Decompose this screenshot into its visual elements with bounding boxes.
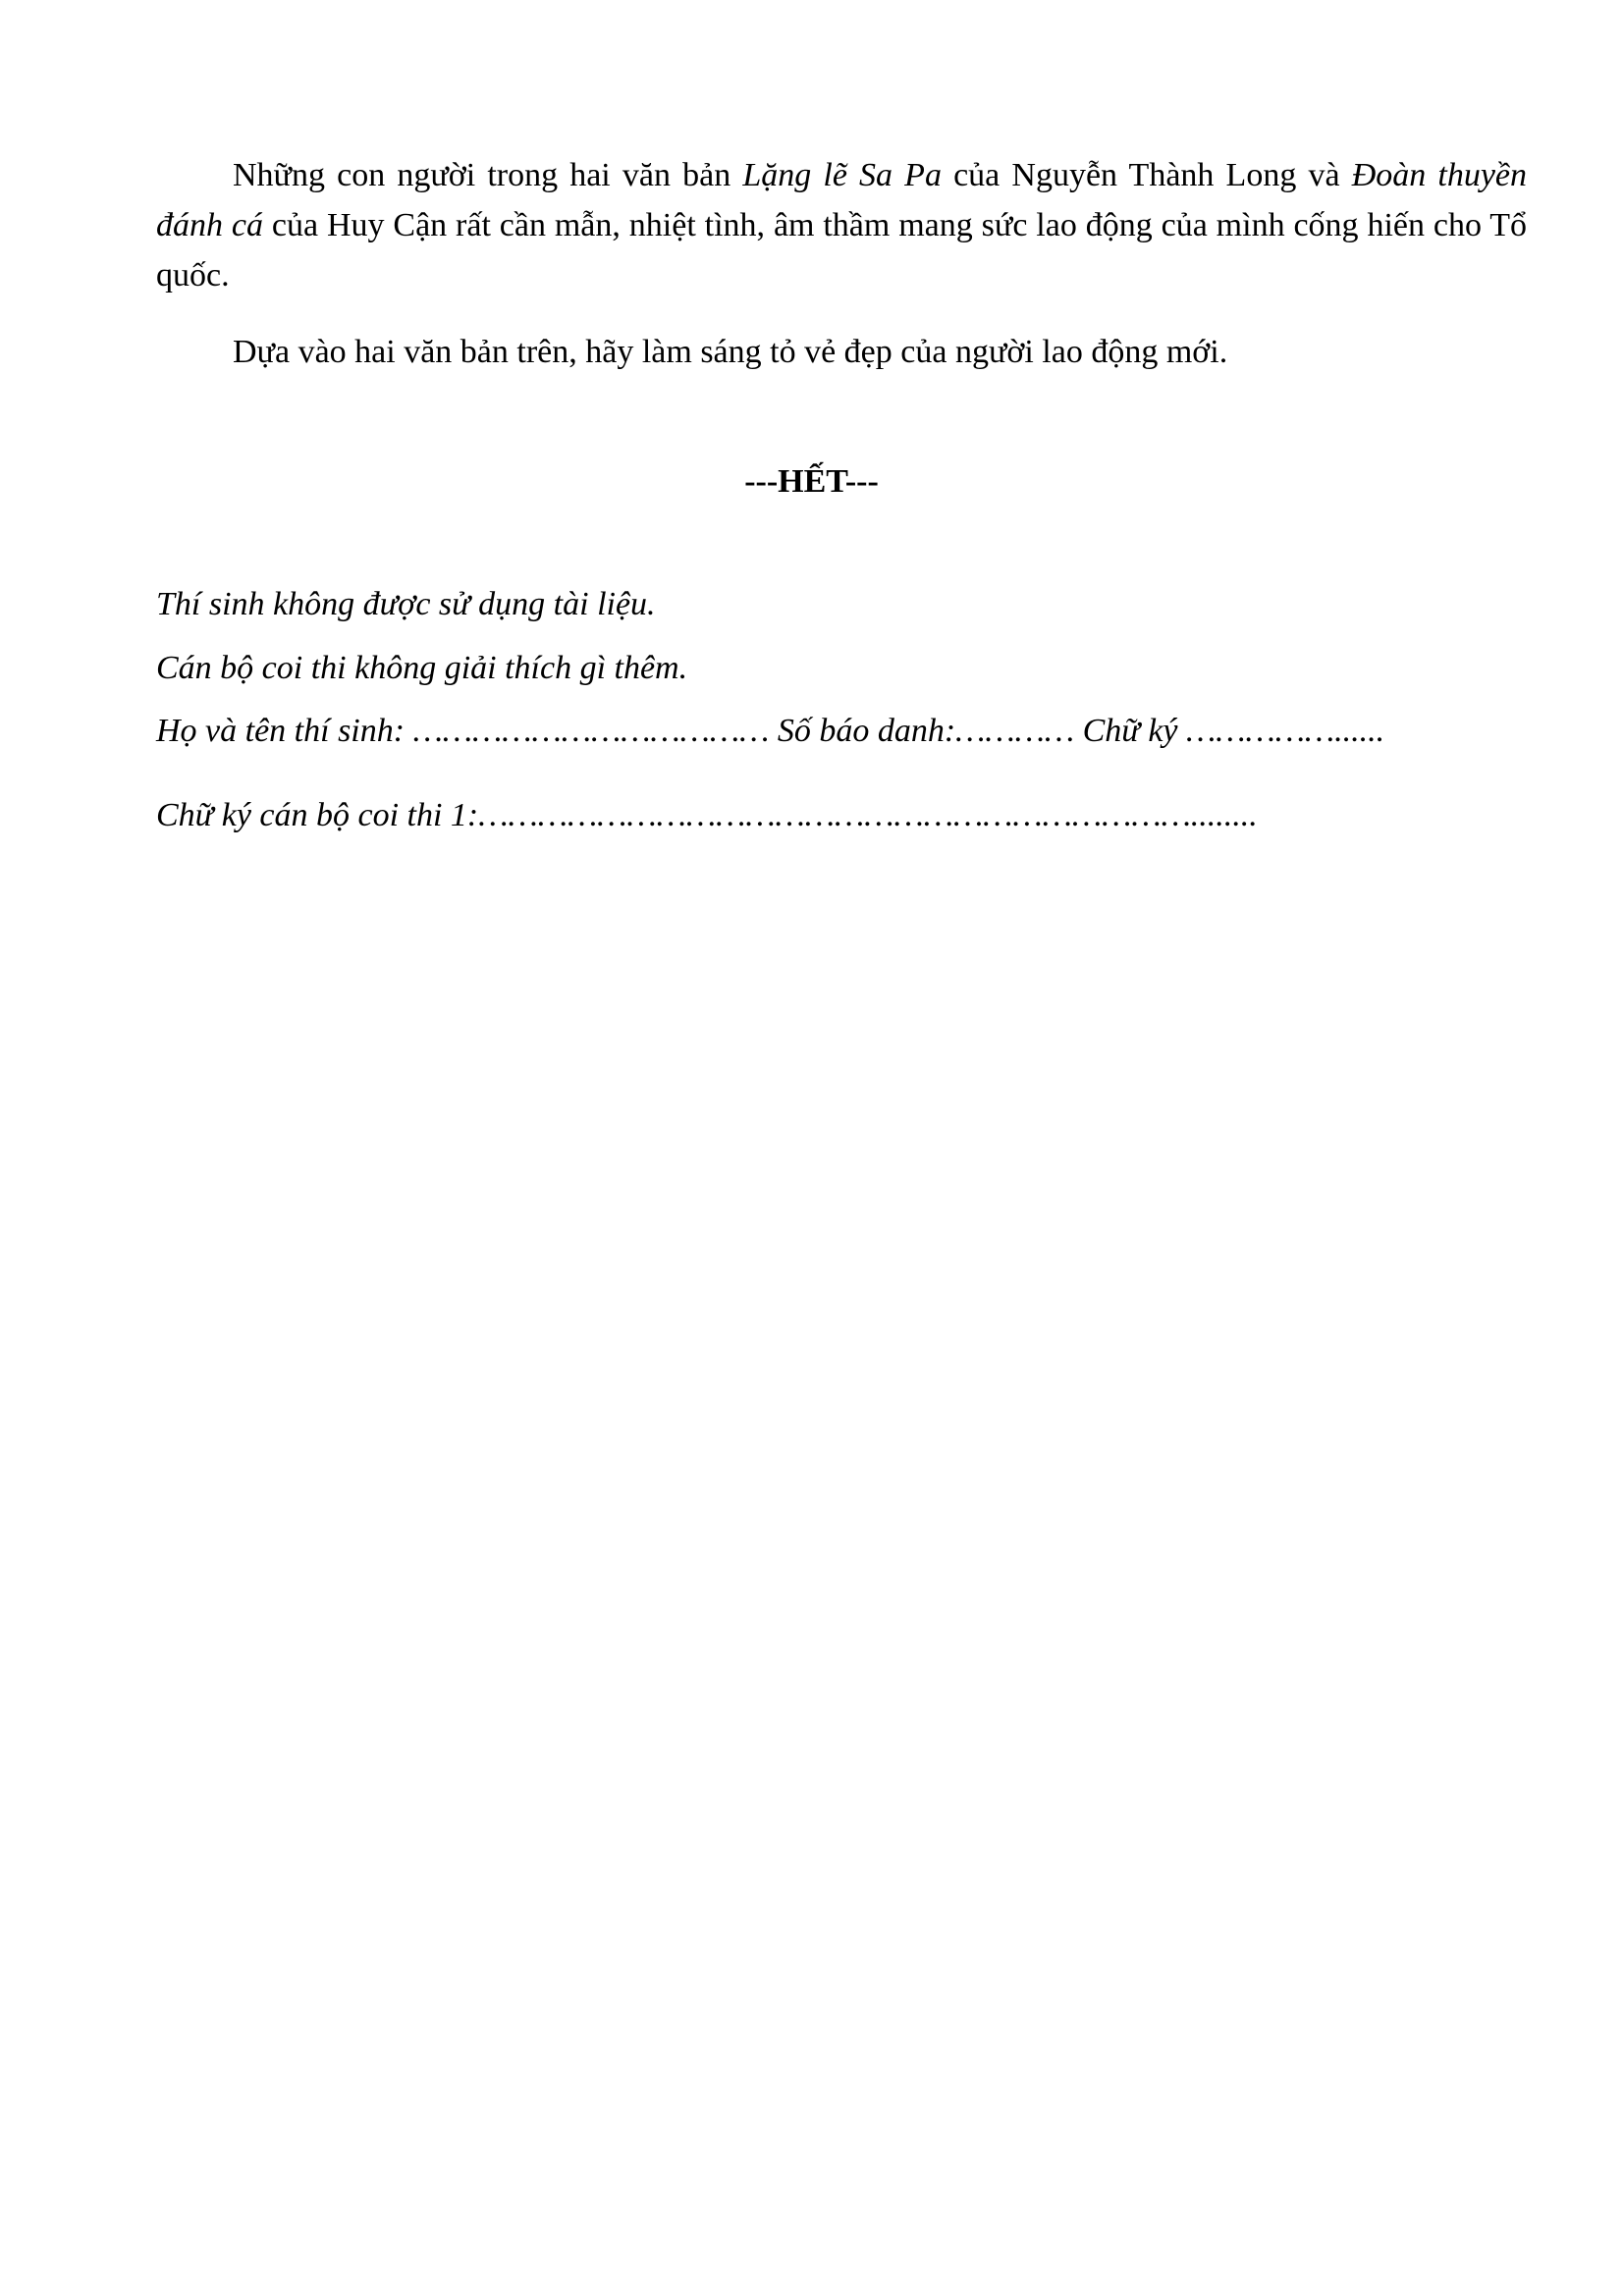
question-paragraph-task (156, 327, 1527, 377)
proctor-signature-line: Chữ ký cán bộ coi thi 1:………………………………………………………………........ (156, 797, 1258, 833)
question-paragraph-context (156, 150, 1527, 300)
candidate-info-line: Họ và tên thí sinh: ……………………………… Số báo danh:………… Chữ ký ……………...... (156, 713, 1385, 749)
paragraph-text: của Huy Cận rất cần mẫn, nhiệt tình, âm thầm mang sức lao động của mình cống hiến cho Tổ quốc. (156, 207, 1528, 294)
paragraph-text: Dựa vào hai văn bản trên, hãy làm sáng tỏ vẻ đẹp của người lao động mới. (233, 334, 1228, 370)
paragraph-text: của Nguyễn Thành Long và (941, 157, 1352, 193)
work-title-doan-thuyen-danh-ca: Đoàn thuyền đánh cá (156, 157, 1528, 243)
end-of-exam-mark: ---HẾT--- (744, 463, 879, 500)
note-no-explanation: Cán bộ coi thi không giải thích gì thêm. (156, 650, 688, 686)
note-no-materials: Thí sinh không được sử dụng tài liệu. (156, 586, 656, 622)
paragraph-text: Những con người trong hai văn bản (233, 157, 743, 193)
work-title-lang-le-sa-pa: Lặng lẽ Sa Pa (742, 157, 942, 193)
